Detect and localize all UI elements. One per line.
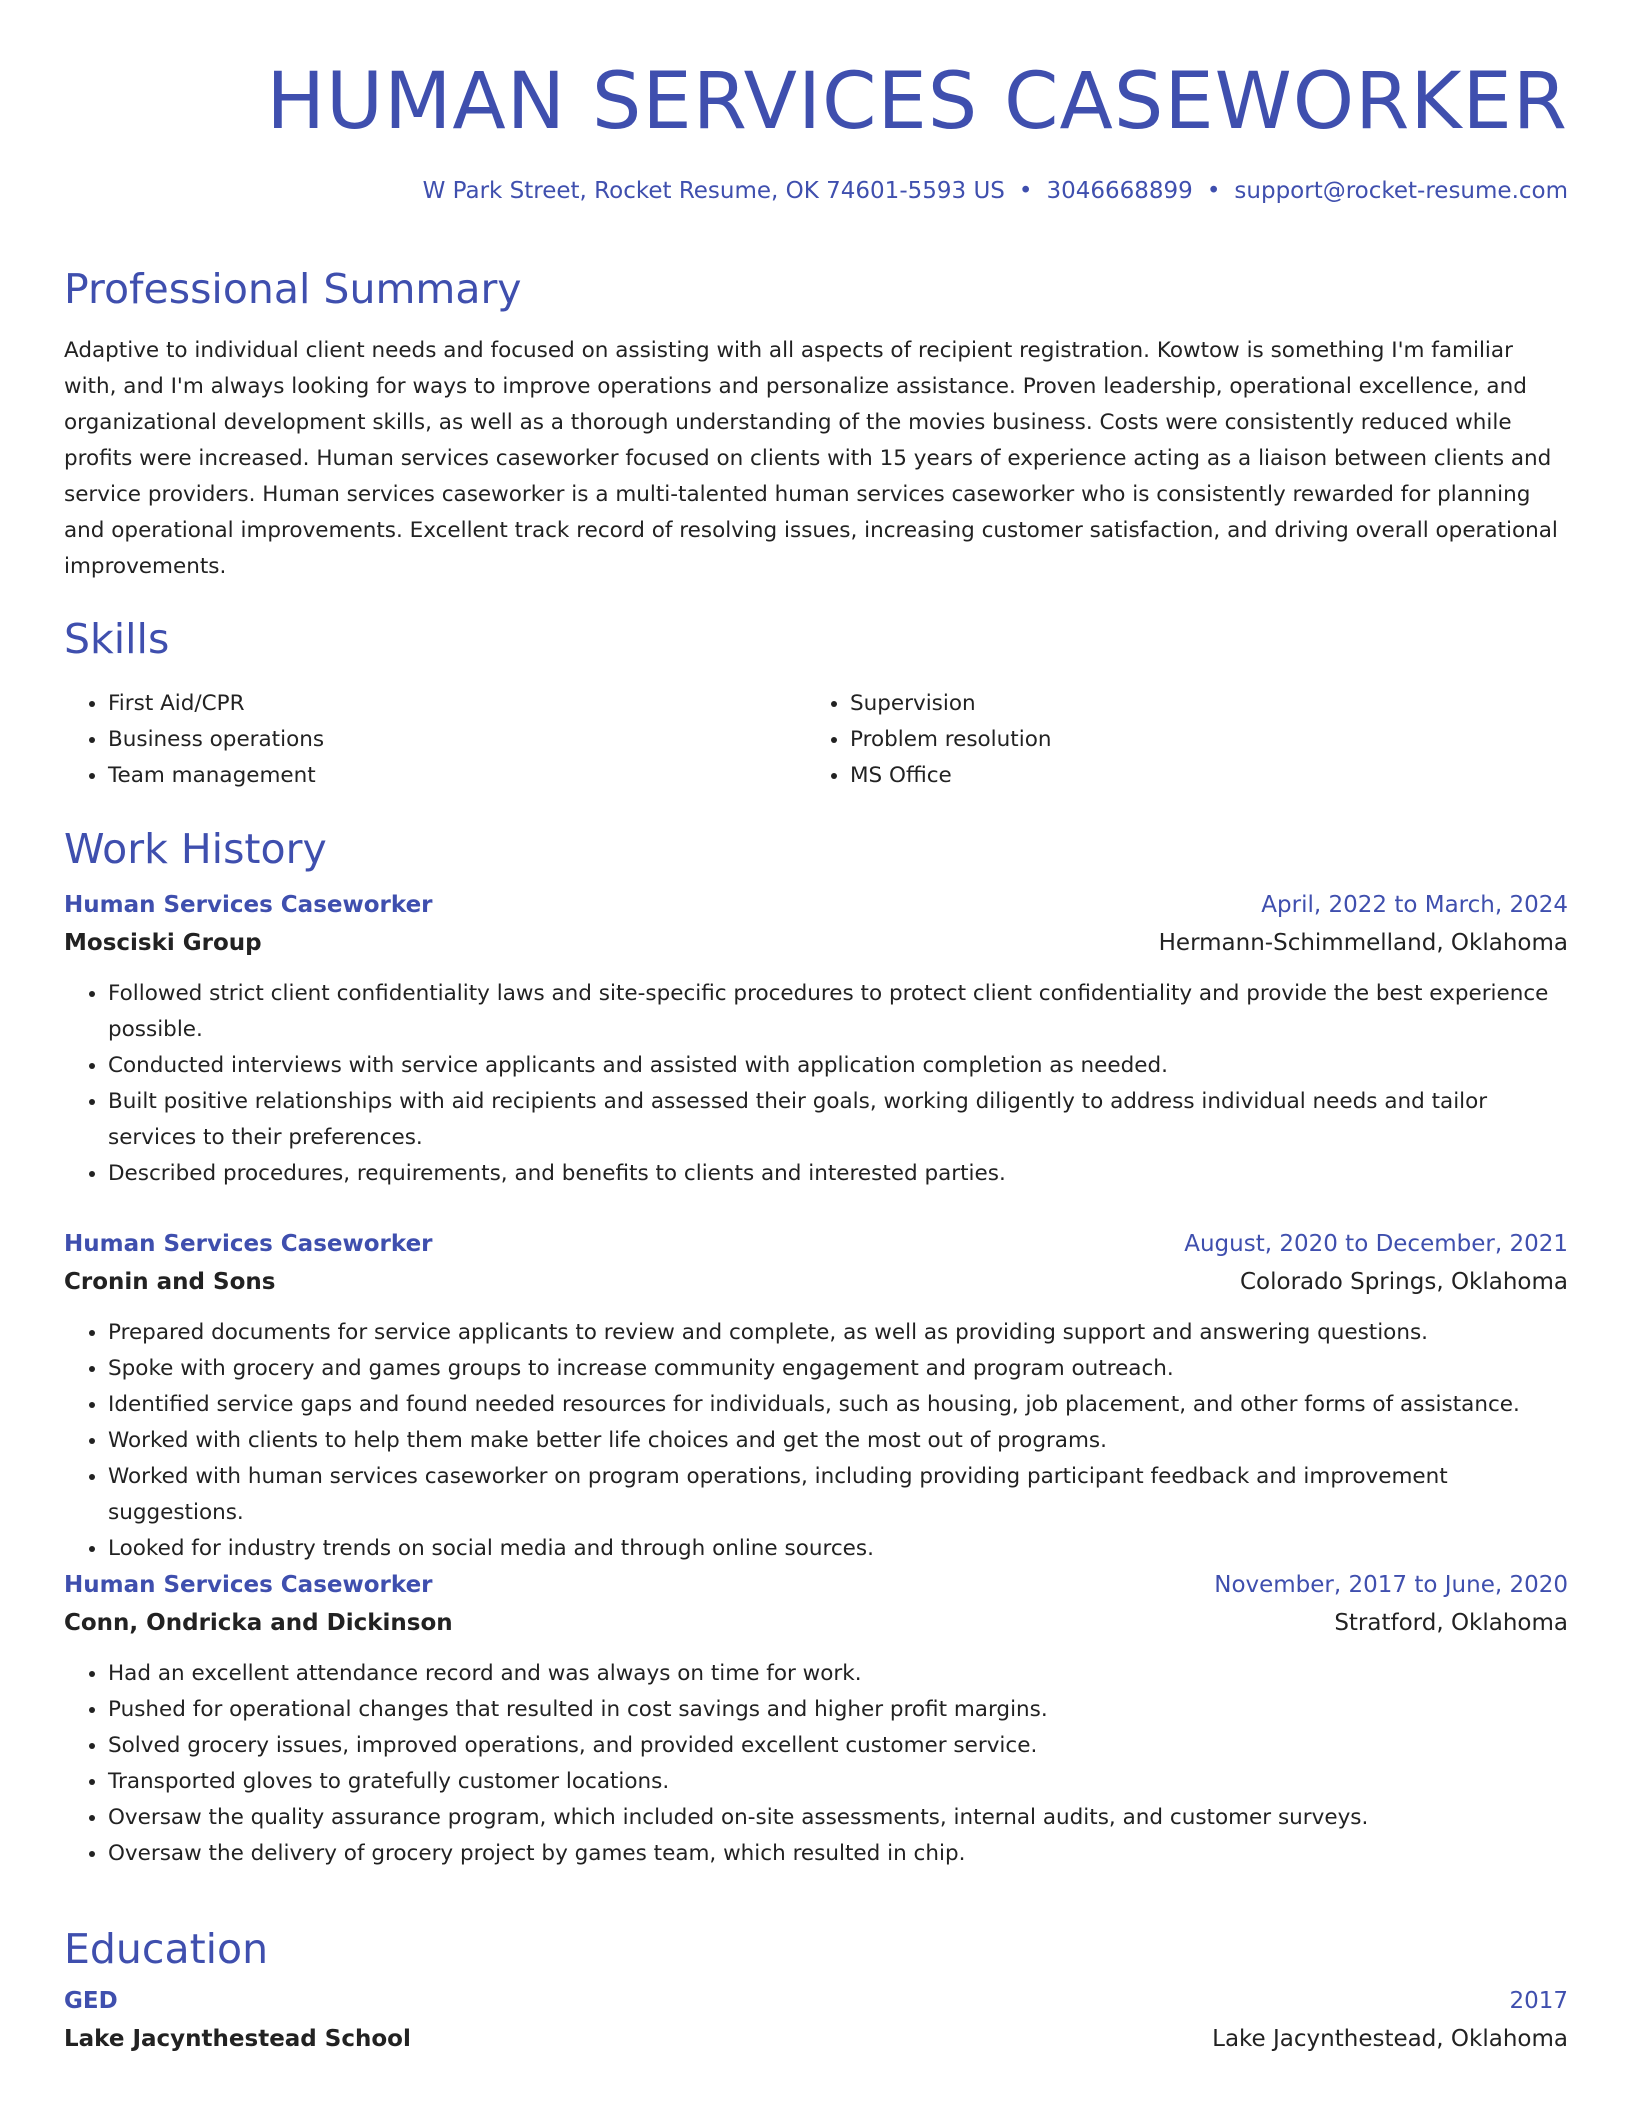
education-school-row xyxy=(64,2020,1568,2058)
job-company: Mosciski Group xyxy=(64,930,262,956)
contact-separator: • xyxy=(1206,178,1221,204)
education-year: 2017 xyxy=(1509,1988,1568,2014)
job-bullet: • Worked with clients to help them make better life choices and get the most out of programs. xyxy=(108,1423,1568,1459)
job-entry xyxy=(64,1566,1568,1872)
contact-address: W Park Street, Rocket Resume, OK 74601-5593 US xyxy=(422,178,1005,204)
job-dates: April, 2022 to March, 2024 xyxy=(1261,892,1568,918)
job-bullet: • Identified service gaps and found needed resources for individuals, such as housing, job placement, and other forms of assistance. xyxy=(108,1387,1568,1423)
section-title-summary: Professional Summary xyxy=(64,265,522,313)
contact-phone: 3046668899 xyxy=(1046,178,1193,204)
job-heading-row xyxy=(64,1225,1568,1263)
education-entry xyxy=(64,1982,1568,2058)
job-role: Human Services Caseworker xyxy=(64,892,433,918)
job-bullet: • Oversaw the delivery of grocery project by games team, which resulted in chip. xyxy=(108,1836,1568,1872)
contact-email: support@rocket-resume.com xyxy=(1234,178,1568,204)
job-bullet: • Conducted interviews with service applicants and assisted with application completion as needed. xyxy=(108,1048,1568,1084)
job-bullet: • Worked with human services caseworker on program operations, including providing participant feedback and improvement suggestions. xyxy=(108,1459,1568,1531)
job-bullet: • Solved grocery issues, improved operations, and provided excellent customer service. xyxy=(108,1728,1568,1764)
job-bullet: • Built positive relationships with aid recipients and assessed their goals, working diligently to address individual needs and tailor services to their preferences. xyxy=(108,1084,1568,1156)
job-location: Hermann-Schimmelland, Oklahoma xyxy=(1158,930,1568,956)
job-bullet: • Prepared documents for service applicants to review and complete, as well as providing support and answering questions. xyxy=(108,1315,1568,1351)
education-location: Lake Jacynthestead, Oklahoma xyxy=(1212,2026,1568,2052)
education-school: Lake Jacynthestead School xyxy=(64,2026,411,2052)
skill-item: • Problem resolution xyxy=(850,722,1548,758)
job-dates: August, 2020 to December, 2021 xyxy=(1184,1231,1568,1257)
skills-column-left xyxy=(64,686,806,794)
skill-item: • MS Office xyxy=(850,758,1548,794)
section-title-skills: Skills xyxy=(64,615,170,663)
contact-line xyxy=(423,178,1568,204)
job-bullet: • Described procedures, requirements, and benefits to clients and interested parties. xyxy=(108,1156,1568,1192)
job-bullet: • Transported gloves to gratefully customer locations. xyxy=(108,1764,1568,1800)
job-location: Stratford, Oklahoma xyxy=(1334,1610,1568,1636)
job-company-row xyxy=(64,1263,1568,1301)
job-entry xyxy=(64,1225,1568,1567)
resume-header xyxy=(64,52,1568,204)
job-company: Cronin and Sons xyxy=(64,1269,276,1295)
job-dates: November, 2017 to June, 2020 xyxy=(1214,1572,1568,1598)
job-entry xyxy=(64,886,1568,1192)
skills-column-right xyxy=(806,686,1548,794)
skill-item: • First Aid/CPR xyxy=(108,686,806,722)
job-bullets xyxy=(64,1315,1568,1567)
job-bullets xyxy=(64,976,1568,1192)
education-heading-row xyxy=(64,1982,1568,2020)
job-bullet: • Oversaw the quality assurance program, which included on-site assessments, internal audits, and customer surveys. xyxy=(108,1800,1568,1836)
summary-text: Adaptive to individual client needs and focused on assisting with all aspects of recipient registration. Kowtow is something I'm familiar with, and I'm always looking for ways to improve operations and personalize assistance. Proven leadership, operational excellence, and organizational development skills, as well as a thorough understanding of the movies business. Costs were consistently reduced while profits were increased. Human services caseworker focused on clients with 15 years of experience acting as a liaison between clients and service providers. Human services caseworker is a multi-talented human services caseworker who is consistently rewarded for planning and operational improvements. Excellent track record of resolving issues, increasing customer satisfaction, and driving overall operational improvements. xyxy=(64,338,1558,579)
job-role: Human Services Caseworker xyxy=(64,1572,433,1598)
skill-item: • Business operations xyxy=(108,722,806,758)
job-location: Colorado Springs, Oklahoma xyxy=(1239,1269,1568,1295)
job-bullet: • Pushed for operational changes that resulted in cost savings and higher profit margins. xyxy=(108,1692,1568,1728)
job-bullet: • Had an excellent attendance record and was always on time for work. xyxy=(108,1656,1568,1692)
candidate-title: HUMAN SERVICES CASEWORKER xyxy=(266,57,1568,147)
job-heading-row xyxy=(64,1566,1568,1604)
section-title-work-history: Work History xyxy=(64,825,327,873)
job-company: Conn, Ondricka and Dickinson xyxy=(64,1610,453,1636)
job-bullet: • Spoke with grocery and games groups to increase community engagement and program outreach. xyxy=(108,1351,1568,1387)
job-bullet: • Looked for industry trends on social media and through online sources. xyxy=(108,1531,1568,1567)
section-title-education: Education xyxy=(64,1925,269,1973)
education-degree: GED xyxy=(64,1988,118,2014)
contact-separator: • xyxy=(1018,178,1033,204)
job-company-row xyxy=(64,924,1568,962)
job-heading-row xyxy=(64,886,1568,924)
job-company-row xyxy=(64,1604,1568,1642)
skill-item: • Supervision xyxy=(850,686,1548,722)
job-role: Human Services Caseworker xyxy=(64,1231,433,1257)
job-bullets xyxy=(64,1656,1568,1872)
skill-item: • Team management xyxy=(108,758,806,794)
job-bullet: • Followed strict client confidentiality laws and site-specific procedures to protect client confidentiality and provide the best experience possible. xyxy=(108,976,1568,1048)
skills-list xyxy=(64,686,1568,794)
